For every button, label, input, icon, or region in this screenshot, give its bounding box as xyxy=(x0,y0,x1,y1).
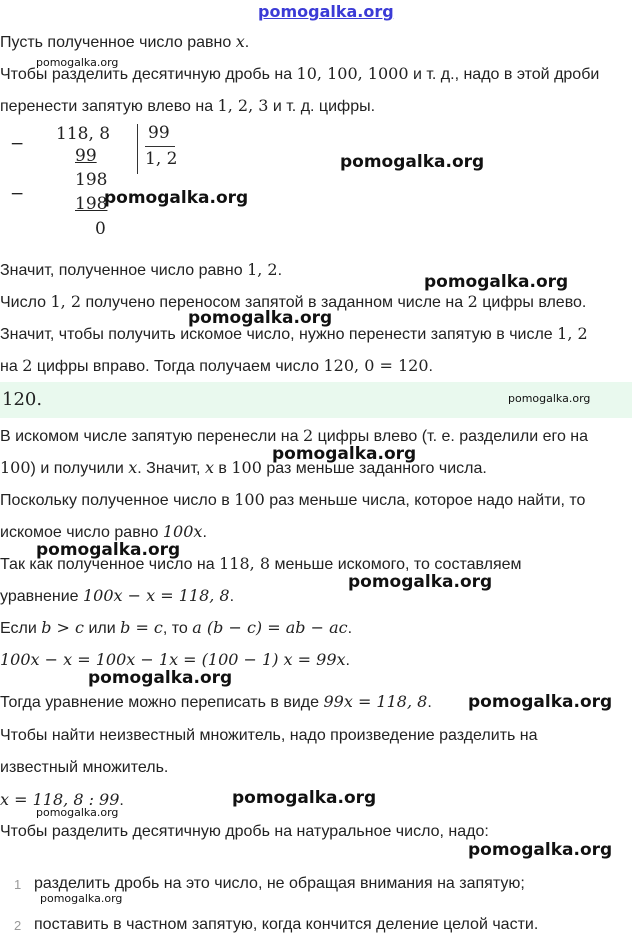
text-line-15: 100x − x = 100x − 1x = (100 − 1) x = 99x. xyxy=(0,650,350,669)
text-line-12: Так как полученное число на 118, 8 меньше искомого, то составляем xyxy=(0,554,522,573)
watermark: pomogalka.org xyxy=(340,152,485,172)
watermark: pomogalka.org xyxy=(468,692,613,712)
text-line-19: x = 118, 8 : 99. xyxy=(0,790,124,809)
answer-value: 120. xyxy=(2,389,43,410)
text-line-20: Чтобы разделить десятичную дробь на натуральное число, надо: xyxy=(0,823,489,840)
text-line-4: Значит, полученное число равно 1, 2. xyxy=(0,260,283,279)
watermark: pomogalka.org xyxy=(424,272,569,292)
text-line-16: Тогда уравнение можно переписать в виде 99x = 118, 8. xyxy=(0,692,432,711)
watermark: pomogalka.org xyxy=(36,540,181,560)
watermark: pomogalka.org xyxy=(232,788,377,808)
watermark: pomogalka.org xyxy=(104,188,249,208)
division-minus-2: − xyxy=(10,184,25,204)
division-quotient: 1, 2 xyxy=(145,149,178,169)
watermark: pomogalka.org xyxy=(188,308,333,328)
text-line-5: Число 1, 2 получено переносом запятой в заданном числе на 2 цифры влево. xyxy=(0,292,587,311)
text-line-6: Значит, чтобы получить искомое число, нужно перенести запятую в числе 1, 2 xyxy=(0,324,588,343)
text-line-18: известный множитель. xyxy=(0,759,169,776)
list-item: разделить дробь на это число, не обращая внимания на запятую; xyxy=(34,875,525,892)
division-subtrahend-2: 198 xyxy=(75,194,108,214)
text-line-17: Чтобы найти неизвестный множитель, надо произведение разделить на xyxy=(0,727,538,744)
text-line-10: Поскольку полученное число в 100 раз меньше числа, которое надо найти, то xyxy=(0,490,586,509)
text-line-14: Если b > c или b = c, то a (b − c) = ab − ac. xyxy=(0,618,353,637)
text-line-13: уравнение 100x − x = 118, 8. xyxy=(0,586,235,605)
watermark: pomogalka.org xyxy=(508,392,591,405)
division-vertical-bar xyxy=(137,124,138,174)
watermark: pomogalka.org xyxy=(40,892,123,905)
watermark: pomogalka.org xyxy=(36,806,119,819)
text-line-7: на 2 цифры вправо. Тогда получаем число 120, 0 = 120. xyxy=(0,356,433,375)
watermark: pomogalka.org xyxy=(88,668,233,688)
watermark: pomogalka.org xyxy=(272,444,417,464)
list-item-number: 2 xyxy=(14,918,22,933)
text-line-2: Чтобы разделить десятичную дробь на 10, 100, 1000 и т. д., надо в этой дроби xyxy=(0,64,600,83)
text-line-11: искомое число равно 100x. xyxy=(0,522,207,541)
division-dividend: 118, 8 xyxy=(56,124,111,144)
list-item-number: 1 xyxy=(14,877,22,892)
text-line-3: перенести запятую влево на 1, 2, 3 и т. д. цифры. xyxy=(0,96,376,115)
site-watermark-link[interactable]: pomogalka.org xyxy=(258,2,394,21)
division-horizontal-bar xyxy=(145,146,175,147)
text-line-1: Пусть полученное число равно x. xyxy=(0,32,250,51)
division-remainder-2: 0 xyxy=(95,219,106,239)
division-minus-1: − xyxy=(10,134,25,154)
text-line-9: 100) и получили x. Значит, x в 100 раз меньше заданного числа. xyxy=(0,458,487,477)
division-divisor: 99 xyxy=(148,123,170,143)
division-remainder-1: 198 xyxy=(75,170,108,190)
watermark: pomogalka.org xyxy=(468,840,613,860)
text-line-8: В искомом числе запятую перенесли на 2 цифры влево (т. е. разделили его на xyxy=(0,426,589,445)
watermark: pomogalka.org xyxy=(348,572,493,592)
list-item: поставить в частном запятую, когда кончится деление целой части. xyxy=(34,916,539,933)
division-subtrahend-1: 99 xyxy=(75,146,97,166)
watermark: pomogalka.org xyxy=(36,56,119,69)
